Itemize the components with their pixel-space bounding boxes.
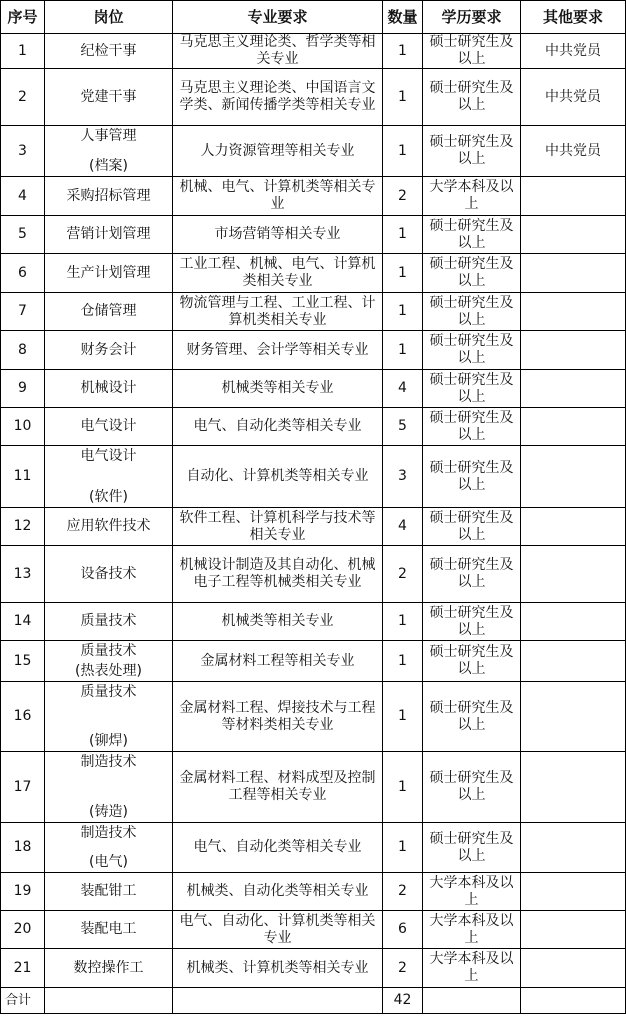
position-title: 应用软件技术 [66,518,151,534]
table-row [1,177,626,216]
position-cell [45,126,173,177]
table-row [1,331,626,370]
table-row [1,216,626,254]
education-requirement: 硕士研究生及以上 [423,752,521,823]
header-quantity: 数量 [383,1,423,34]
position-title: 仓储管理 [80,303,137,319]
major-requirement: 马克思主义理论类、中国语言文学类、新闻传播学类等相关专业 [173,69,383,126]
header-position: 岗位 [45,1,173,34]
other-requirement [521,446,626,508]
header-no: 序号 [1,1,45,34]
education-requirement: 硕士研究生及以上 [423,546,521,603]
education-requirement: 大学本科及以上 [423,873,521,911]
row-number: 20 [1,911,45,949]
major-requirement: 电气、自动化类等相关专业 [173,408,383,446]
row-number: 4 [1,177,45,216]
other-requirement: 中共党员 [521,34,626,69]
education-requirement: 硕士研究生及以上 [423,446,521,508]
table-row [1,603,626,641]
position-cell [45,331,173,370]
position-cell [45,69,173,126]
quantity: 1 [383,126,423,177]
quantity: 4 [383,508,423,546]
major-requirement: 机械、电气、计算机类等相关专业 [173,177,383,216]
total-row [1,988,626,1014]
education-requirement: 大学本科及以上 [423,177,521,216]
major-requirement: 机械类、自动化类等相关专业 [173,873,383,911]
quantity: 1 [383,216,423,254]
position-subtitle: (热表处理) [75,662,142,679]
major-requirement: 财务管理、会计学等相关专业 [173,331,383,370]
quantity: 2 [383,949,423,988]
major-requirement: 自动化、计算机类等相关专业 [173,446,383,508]
major-requirement: 工业工程、机械、电气、计算机类相关专业 [173,254,383,293]
position-cell [45,823,173,873]
position-cell [45,911,173,949]
position-title: 质量技术 [80,642,137,659]
table-row [1,34,626,69]
position-cell [45,752,173,823]
position-subtitle: (档案) [89,157,128,174]
row-number: 11 [1,446,45,508]
other-requirement [521,752,626,823]
row-number: 9 [1,370,45,408]
row-number: 3 [1,126,45,177]
position-cell [45,408,173,446]
table-row [1,949,626,988]
table-row [1,370,626,408]
total-empty-4 [521,988,626,1014]
position-subtitle: (铆焊) [89,732,128,749]
other-requirement [521,546,626,603]
position-title: 装配钳工 [80,883,137,899]
other-requirement: 中共党员 [521,126,626,177]
quantity: 1 [383,331,423,370]
table-row [1,546,626,603]
other-requirement [521,949,626,988]
other-requirement [521,370,626,408]
header-row [1,1,626,34]
quantity: 4 [383,370,423,408]
education-requirement: 硕士研究生及以上 [423,293,521,331]
position-title: 党建干事 [80,88,137,105]
education-requirement: 硕士研究生及以上 [423,34,521,69]
major-requirement: 机械类等相关专业 [173,603,383,641]
quantity: 5 [383,408,423,446]
quantity: 1 [383,293,423,331]
major-requirement: 马克思主义理论类、哲学类等相关专业 [173,34,383,69]
position-title: 装配电工 [80,921,137,937]
row-number: 2 [1,69,45,126]
quantity: 1 [383,823,423,873]
position-cell [45,216,173,254]
position-title: 人事管理 [80,127,137,144]
major-requirement: 机械类等相关专业 [173,370,383,408]
position-cell [45,682,173,752]
table-row [1,752,626,823]
header-education: 学历要求 [423,1,521,34]
other-requirement [521,911,626,949]
major-requirement: 软件工程、计算机科学与技术等相关专业 [173,508,383,546]
row-number: 12 [1,508,45,546]
position-cell [45,293,173,331]
other-requirement: 中共党员 [521,69,626,126]
education-requirement: 硕士研究生及以上 [423,641,521,682]
position-cell [45,34,173,69]
total-label: 合计 [1,988,45,1014]
other-requirement [521,641,626,682]
major-requirement: 物流管理与工程、工业工程、计算机类相关专业 [173,293,383,331]
education-requirement: 硕士研究生及以上 [423,216,521,254]
education-requirement: 硕士研究生及以上 [423,370,521,408]
other-requirement [521,682,626,752]
table-row [1,508,626,546]
position-cell [45,446,173,508]
table-row [1,293,626,331]
total-quantity: 42 [383,988,423,1014]
quantity: 1 [383,682,423,752]
education-requirement: 硕士研究生及以上 [423,682,521,752]
education-requirement: 硕士研究生及以上 [423,603,521,641]
major-requirement: 金属材料工程、焊接技术与工程等材料类相关专业 [173,682,383,752]
position-cell [45,949,173,988]
education-requirement: 硕士研究生及以上 [423,69,521,126]
quantity: 2 [383,177,423,216]
quantity: 6 [383,911,423,949]
position-title: 制造技术 [80,824,137,841]
position-title: 制造技术 [80,753,137,770]
row-number: 7 [1,293,45,331]
position-subtitle: (电气) [89,853,128,870]
quantity: 1 [383,254,423,293]
row-number: 17 [1,752,45,823]
table-body [1,34,626,988]
row-number: 19 [1,873,45,911]
position-cell [45,508,173,546]
position-cell [45,546,173,603]
row-number: 1 [1,34,45,69]
position-title: 财务会计 [80,341,137,358]
position-title: 数控操作工 [73,959,144,976]
position-title: 纪检干事 [80,42,137,59]
table-row [1,408,626,446]
major-requirement: 人力资源管理等相关专业 [173,126,383,177]
other-requirement [521,873,626,911]
position-title: 电气设计 [80,418,137,434]
quantity: 1 [383,752,423,823]
other-requirement [521,331,626,370]
row-number: 5 [1,216,45,254]
table-row [1,641,626,682]
row-number: 18 [1,823,45,873]
position-subtitle: (软件) [89,488,128,505]
other-requirement [521,823,626,873]
education-requirement: 硕士研究生及以上 [423,254,521,293]
education-requirement: 硕士研究生及以上 [423,126,521,177]
position-title: 设备技术 [80,565,137,582]
total-empty-1 [45,988,173,1014]
total-empty-3 [423,988,521,1014]
education-requirement: 硕士研究生及以上 [423,331,521,370]
position-cell [45,370,173,408]
position-title: 质量技术 [80,683,137,700]
row-number: 21 [1,949,45,988]
major-requirement: 市场营销等相关专业 [173,216,383,254]
table-row [1,873,626,911]
table-row [1,254,626,293]
education-requirement: 硕士研究生及以上 [423,823,521,873]
position-subtitle: (铸造) [89,803,128,820]
quantity: 1 [383,69,423,126]
position-title: 采购招标管理 [66,187,151,204]
major-requirement: 电气、自动化类等相关专业 [173,823,383,873]
major-requirement: 金属材料工程、材料成型及控制工程等相关专业 [173,752,383,823]
other-requirement [521,216,626,254]
education-requirement: 大学本科及以上 [423,949,521,988]
table-row [1,911,626,949]
row-number: 16 [1,682,45,752]
table-row [1,69,626,126]
position-title: 营销计划管理 [66,226,151,242]
table-row [1,126,626,177]
row-number: 13 [1,546,45,603]
position-cell [45,641,173,682]
table-row [1,446,626,508]
other-requirement [521,508,626,546]
other-requirement [521,254,626,293]
education-requirement: 硕士研究生及以上 [423,408,521,446]
table-row [1,682,626,752]
position-title: 电气设计 [80,447,137,464]
position-cell [45,603,173,641]
other-requirement [521,603,626,641]
other-requirement [521,408,626,446]
position-title: 机械设计 [80,380,137,396]
row-number: 14 [1,603,45,641]
header-other: 其他要求 [521,1,626,34]
major-requirement: 机械设计制造及其自动化、机械电子工程等机械类相关专业 [173,546,383,603]
header-major: 专业要求 [173,1,383,34]
major-requirement: 电气、自动化、计算机类等相关专业 [173,911,383,949]
position-title: 质量技术 [80,613,137,629]
quantity: 1 [383,603,423,641]
table-row [1,823,626,873]
position-title: 生产计划管理 [66,264,151,281]
education-requirement: 硕士研究生及以上 [423,508,521,546]
row-number: 15 [1,641,45,682]
position-cell [45,177,173,216]
quantity: 2 [383,873,423,911]
education-requirement: 大学本科及以上 [423,911,521,949]
quantity: 1 [383,34,423,69]
row-number: 6 [1,254,45,293]
other-requirement [521,177,626,216]
total-empty-2 [173,988,383,1014]
major-requirement: 机械类、计算机类等相关专业 [173,949,383,988]
position-cell [45,873,173,911]
quantity: 2 [383,546,423,603]
row-number: 10 [1,408,45,446]
major-requirement: 金属材料工程等相关专业 [173,641,383,682]
row-number: 8 [1,331,45,370]
position-cell [45,254,173,293]
quantity: 1 [383,641,423,682]
quantity: 3 [383,446,423,508]
other-requirement [521,293,626,331]
